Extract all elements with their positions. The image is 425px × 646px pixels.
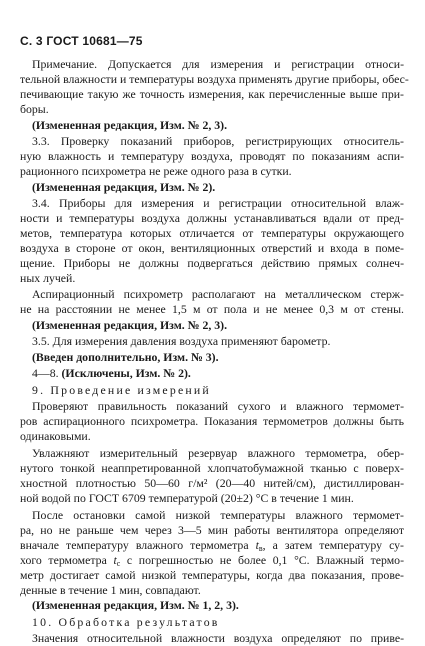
amendment-note: (Измененная редакция, Изм. № 2, 3). [32,318,228,332]
paragraph-line: ра, но не раньше чем через 3—5 мин работы вентилятора определяют [20,523,404,537]
paragraph-line: Увлажняют измерительный резервуар влажного термометра, обер- [32,446,404,460]
paragraph-line: метр достигает самой низкой температуры, когда два показания, прове- [20,568,404,582]
section-heading: 9. Проведение измерений [32,383,211,397]
page-header: С. 3 ГОСТ 10681—75 [20,34,143,48]
paragraph-line: метов, температура которых отличается от температуры окружающего [20,226,404,240]
paragraph-line: денные в течение 1 мин, совпадают. [20,583,201,597]
paragraph-line: рационного психрометра не реже одного раза в сутки. [20,164,292,178]
excluded-items-note: (Исключены, Изм. № 2). [61,366,191,380]
amendment-note: (Измененная редакция, Изм. № 1, 2, 3). [32,598,239,612]
paragraph-line: нутого тонкой неаппретированной хлопчатобумажной тканью с поверх- [20,461,404,475]
paragraph-line: не на расстоянии не менее 1,5 м от пола и не менее 0,3 м от стены. [20,302,404,316]
paragraph-line: воздуха в стороне от окон, вентиляционных отверстий и входа в поме- [20,241,404,255]
temperature-subscript: с [116,559,121,568]
paragraph-line: хого термометра $t_с$ с погрешностью не более 0,1 °С. Влажный термо- [20,553,404,568]
paragraph-line: После остановки самой низкой температуры влажного термомет- [32,508,404,522]
temperature-symbol: t [113,553,117,567]
amendment-note: (Введен дополнительно, Изм. № 3). [32,350,219,364]
temperature-symbol: t [255,538,259,552]
paragraph-line: Аспирационный психрометр располагают на металлическом стерж- [32,287,404,301]
note-line: Примечание. Допускается для измерения и регистрации относи- [32,57,404,71]
paragraph-line: ности и температуры воздуха должны устанавливаться вдали от пред- [20,211,404,225]
note-line: боры. [20,102,49,116]
paragraph-line: Значения относительной влажности воздуха определяют по приве- [32,631,404,645]
temperature-subscript: в [258,544,263,553]
paragraph-line: хностной плотностью 50—60 г/м² (20—40 нитей/см), дистиллирован- [20,476,404,490]
paragraph-line: 3.3. Проверку показаний приборов, регистрирующих относитель- [32,134,404,148]
paragraph-line: ную влажность и температуру воздуха, проводят по показаниям аспи- [20,149,404,163]
excluded-items-number: 4—8. [32,366,62,380]
section-heading: 10. Обработка результатов [32,615,220,629]
paragraph-line: ных лучей. [20,271,76,285]
note-line: печивающие такую же точность измерения, как перечисленные выше при- [20,87,404,101]
paragraph-line: 3.5. Для измерения давления воздуха применяют барометр. [32,334,331,348]
amendment-note: (Измененная редакция, Изм. № 2). [32,180,216,194]
paragraph-line: ров аспирационного психрометра. Показания термометров должны быть [20,414,404,428]
note-line: тельной влажности и температуры воздуха применять другие приборы, обес- [20,72,409,86]
paragraph-line: щение. Приборы не должны подвергаться действию прямых солнеч- [20,256,404,270]
paragraph-line: вначале температуру влажного термометра $t_в$, а затем температуру су- [20,538,404,553]
paragraph-line: 3.4. Приборы для измерения и регистрации относительной влаж- [32,196,404,210]
excluded-items-line [32,366,404,381]
paragraph-line: одинаковыми. [20,429,91,443]
paragraph-line: ной водой по ГОСТ 6709 температурой (20±2) °С в течение 1 мин. [20,491,354,505]
paragraph-line: Проверяют правильность показаний сухого и влажного термомет- [32,399,404,413]
amendment-note: (Измененная редакция, Изм. № 2, 3). [32,118,228,132]
